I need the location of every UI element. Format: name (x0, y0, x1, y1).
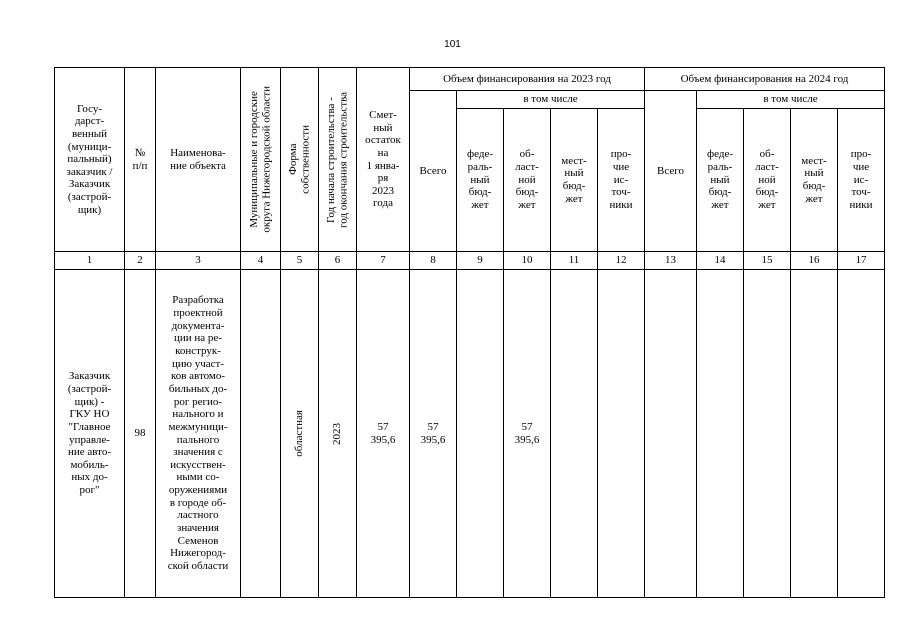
header-federal-2023: феде- раль- ный бюд- жет (457, 109, 504, 252)
row-local-2024 (791, 270, 838, 598)
header-municipality-text: Муниципальные и городские округа Нижегородской области (247, 86, 273, 233)
header-funding-2024: Объем финансирования на 2024 год (645, 68, 885, 91)
financing-table (54, 67, 885, 598)
column-number: 15 (744, 252, 791, 270)
row-federal-2024 (697, 270, 744, 598)
column-number: 6 (319, 252, 357, 270)
row-federal-2023 (457, 270, 504, 598)
header-municipality (241, 68, 281, 252)
header-total-2023: Всего (410, 91, 457, 252)
table-row (55, 270, 885, 598)
header-local-2023: мест- ный бюд- жет (551, 109, 598, 252)
row-customer: Заказчик (застрой- щик) - ГКУ НО "Главное управле- ние авто- мобиль- ных до- рог" (55, 270, 125, 598)
header-local-2024: мест- ный бюд- жет (791, 109, 838, 252)
row-total-2023: 57 395,6 (410, 270, 457, 598)
header-number: № п/п (125, 68, 156, 252)
row-other-2024 (838, 270, 885, 598)
row-regional-2023: 57 395,6 (504, 270, 551, 598)
row-local-2023 (551, 270, 598, 598)
header-construction-years (319, 68, 357, 252)
header-other-2024: про- чие ис- точ- ники (838, 109, 885, 252)
header-including-2023: в том числе (457, 91, 645, 109)
row-estimate-balance: 57 395,6 (357, 270, 410, 598)
column-number: 14 (697, 252, 744, 270)
header-regional-2024: об- ласт- ной бюд- жет (744, 109, 791, 252)
column-number: 8 (410, 252, 457, 270)
column-number: 13 (645, 252, 697, 270)
column-number: 7 (357, 252, 410, 270)
column-number: 3 (156, 252, 241, 270)
column-number: 4 (241, 252, 281, 270)
header-ownership (281, 68, 319, 252)
column-number: 9 (457, 252, 504, 270)
row-total-2024 (645, 270, 697, 598)
header-object-name: Наименова- ние объекта (156, 68, 241, 252)
header-total-2024: Всего (645, 91, 697, 252)
row-construction-years-text: 2023 (331, 422, 344, 445)
column-number: 11 (551, 252, 598, 270)
row-construction-years (319, 270, 357, 598)
row-ownership (281, 270, 319, 598)
header-federal-2024: феде- раль- ный бюд- жет (697, 109, 744, 252)
column-number: 2 (125, 252, 156, 270)
header-customer: Госу- дарст- венный (муници- пальный) заказчик / Заказчик (застрой- щик) (55, 68, 125, 252)
header-other-2023: про- чие ис- точ- ники (598, 109, 645, 252)
row-other-2023 (598, 270, 645, 598)
column-number-row (55, 252, 885, 270)
header-including-2024: в том числе (697, 91, 885, 109)
column-number: 17 (838, 252, 885, 270)
page-number: 101 (444, 39, 461, 50)
column-number: 16 (791, 252, 838, 270)
header-funding-2023: Объем финансирования на 2023 год (410, 68, 645, 91)
row-ownership-text: областная (293, 410, 306, 457)
row-regional-2024 (744, 270, 791, 598)
column-number: 12 (598, 252, 645, 270)
row-number: 98 (125, 270, 156, 598)
header-construction-years-text: Год начала строительства - год окончания строительства (324, 91, 350, 228)
row-object-name: Разработка проектной документа- ции на ре- конструк- цию участ- ков автомо- бильных до- рог регио- нального и межмуници- пального значения с искусствен- ными со- оружениями в городе об- ластного значения Семенов Нижегород- ской области (156, 270, 241, 598)
header-regional-2023: об- ласт- ной бюд- жет (504, 109, 551, 252)
row-municipality (241, 270, 281, 598)
header-estimate-balance: Смет- ный остаток на 1 янва- ря 2023 года (357, 68, 410, 252)
column-number: 1 (55, 252, 125, 270)
column-number: 5 (281, 252, 319, 270)
column-number: 10 (504, 252, 551, 270)
header-ownership-text: Форма собственности (286, 125, 312, 194)
